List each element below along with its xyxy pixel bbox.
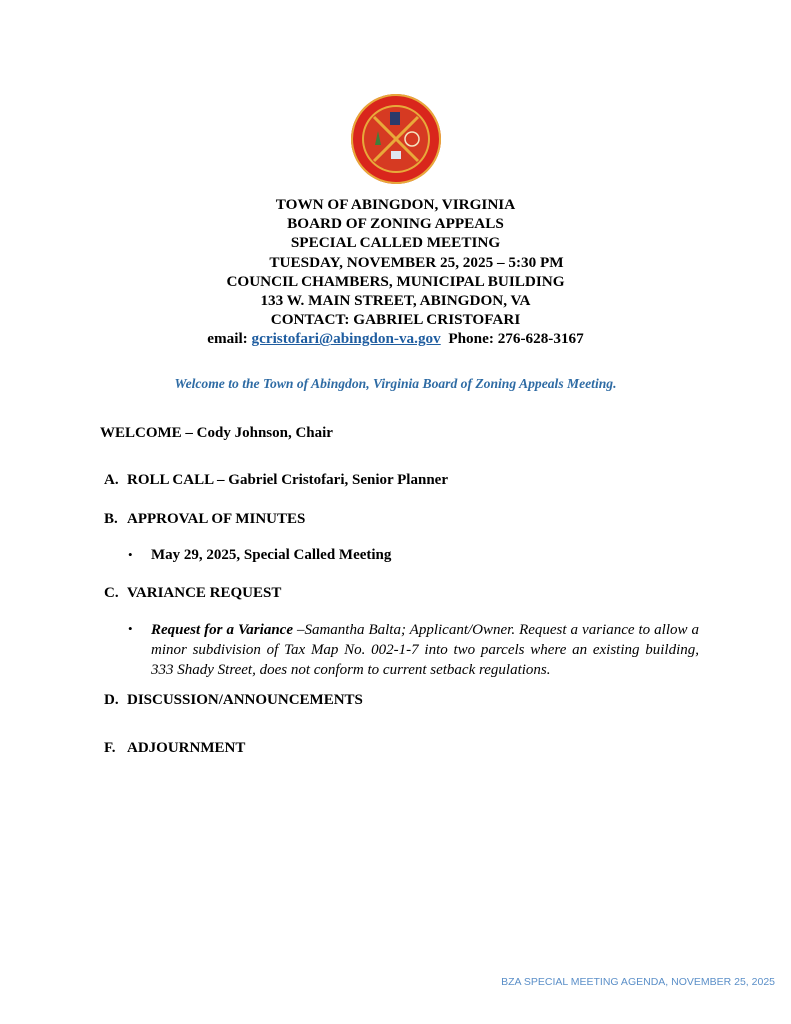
item-letter: D. [104,692,119,708]
meeting-address: 133 W. MAIN STREET, ABINGDON, VA [260,292,531,310]
welcome-message: Welcome to the Town of Abingdon, Virginia Board of Zoning Appeals Meeting. [174,376,617,391]
item-letter: A. [104,472,119,488]
contact-line [0,329,791,348]
email-link[interactable]: gcristofari@abingdon-va.gov [251,330,441,348]
item-text: VARIANCE REQUEST [127,585,282,601]
meeting-date: TUESDAY, NOVEMBER 25, 2025 – 5:30 PM [269,253,564,271]
agenda-item-variance-request [104,585,281,602]
welcome-line: WELCOME – Cody Johnson, Chair [100,425,333,441]
meeting-contact: CONTACT: GABRIEL CRISTOFARI [270,311,521,329]
meeting-location: COUNCIL CHAMBERS, MUNICIPAL BUILDING [226,272,565,290]
item-letter: C. [104,585,119,601]
item-letter: B. [104,511,118,527]
bullet-icon: • [128,621,133,636]
board-name: BOARD OF ZONING APPEALS [287,215,504,233]
agenda-item-roll-call [104,472,448,489]
variance-detail: –Samantha Balta; Applicant/Owner. Request a variance to allow a minor subdivision of Tax Map No. 002-1-7 into two parcels where an existing building, 333 Shady Street, does not conform to current setback regulations. [151,622,699,678]
meeting-type: SPECIAL CALLED MEETING [290,234,501,252]
item-text: DISCUSSION/ANNOUNCEMENTS [127,692,363,708]
phone-number: Phone: 276-628-3167 [448,330,584,348]
item-text: APPROVAL OF MINUTES [127,511,306,527]
variance-bullet-text [151,620,699,680]
item-letter: F. [104,740,116,756]
town-name: TOWN OF ABINGDON, VIRGINIA [275,196,516,213]
meeting-header [0,195,791,349]
agenda-item-discussion [104,692,363,709]
minutes-bullet-text: May 29, 2025, Special Called Meeting [151,547,392,563]
item-text: ADJOURNMENT [127,740,246,756]
variance-lead: Request for a Variance [151,622,293,638]
email-label: email: [207,330,248,348]
agenda-item-adjournment [104,740,245,757]
item-text: ROLL CALL – Gabriel Cristofari, Senior Planner [127,472,448,488]
page-footer: BZA SPECIAL MEETING AGENDA, NOVEMBER 25, 2025 [501,976,775,988]
agenda-item-approval-minutes [104,511,305,528]
bullet-icon: • [128,547,133,562]
town-seal-logo [350,93,442,185]
